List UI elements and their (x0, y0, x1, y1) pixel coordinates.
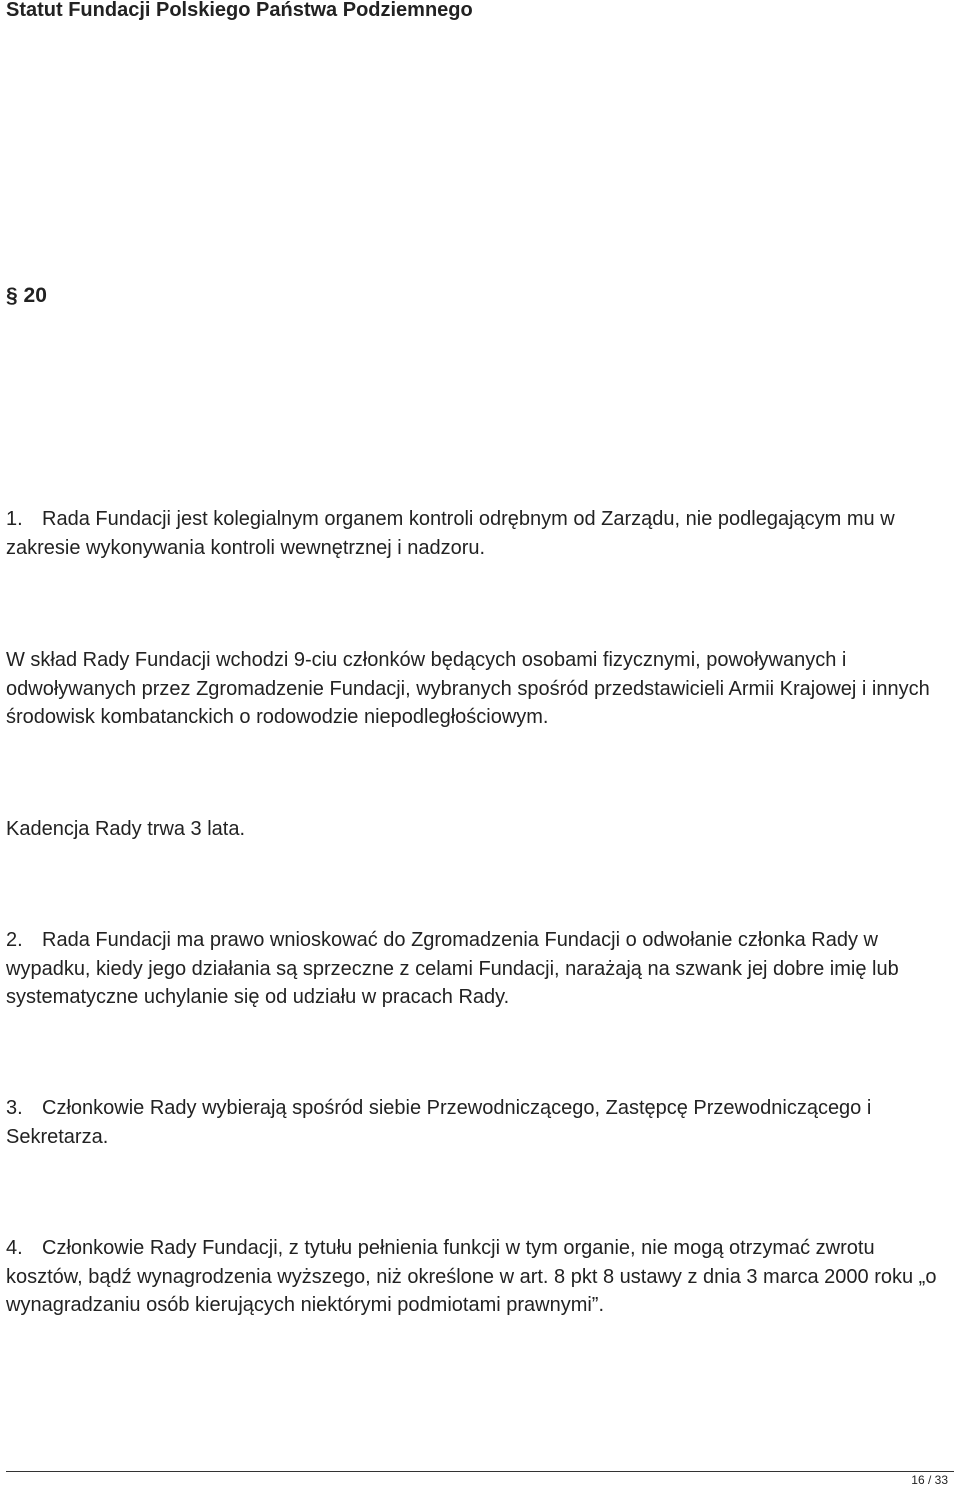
page-number: 16 / 33 (911, 1473, 948, 1487)
paragraph-number: 2. (6, 929, 23, 951)
footer-divider (6, 1471, 954, 1472)
paragraph-1 (6, 505, 954, 562)
paragraph-number: 1. (6, 508, 23, 530)
paragraph-text: Kadencja Rady trwa 3 lata. (6, 818, 246, 840)
paragraph-text: Członkowie Rady wybierają spośród siebie Przewodniczącego, Zastępcę Przewodniczącego i Sekretarza. (6, 1097, 872, 1148)
paragraph-text: W skład Rady Fundacji wchodzi 9-ciu członków będących osobami fizycznymi, powoływanych i odwoływanych przez Zgromadzenie Fundacji, wybranych spośród przedstawicieli Armii Krajowej i innych środowisk kombatanckich o rodowodzie niepodległościowym. (6, 649, 930, 728)
paragraph-text: Rada Fundacji ma prawo wnioskować do Zgromadzenia Fundacji o odwołanie członka Rady w wypadku, kiedy jego działania są sprzeczne z celami Fundacji, narażają na szwank jej dobre imię lub systematyczne uchylanie się od udziału w pracach Rady. (6, 929, 899, 1008)
paragraph-composition (6, 646, 954, 732)
paragraph-2 (6, 926, 954, 1012)
paragraph-number: 4. (6, 1237, 23, 1259)
paragraph-3 (6, 1094, 954, 1151)
section-title: § 20 (6, 284, 47, 307)
paragraph-text: Rada Fundacji jest kolegialnym organem kontroli odrębnym od Zarządu, nie podlegającym mu w zakresie wykonywania kontroli wewnętrznej i nadzoru. (6, 508, 895, 559)
paragraph-text: Członkowie Rady Fundacji, z tytułu pełnienia funkcji w tym organie, nie mogą otrzymać zwrotu kosztów, bądź wynagrodzenia wyższego, niż określone w art. 8 pkt 8 ustawy z dnia 3 marca 2000 roku „o wynagradzaniu osób kierujących niektórymi podmiotami prawnymi”. (6, 1237, 937, 1316)
paragraph-number: 3. (6, 1097, 23, 1119)
document-header-title: Statut Fundacji Polskiego Państwa Podziemnego (6, 0, 473, 21)
paragraph-4 (6, 1234, 954, 1320)
paragraph-term (6, 815, 954, 844)
